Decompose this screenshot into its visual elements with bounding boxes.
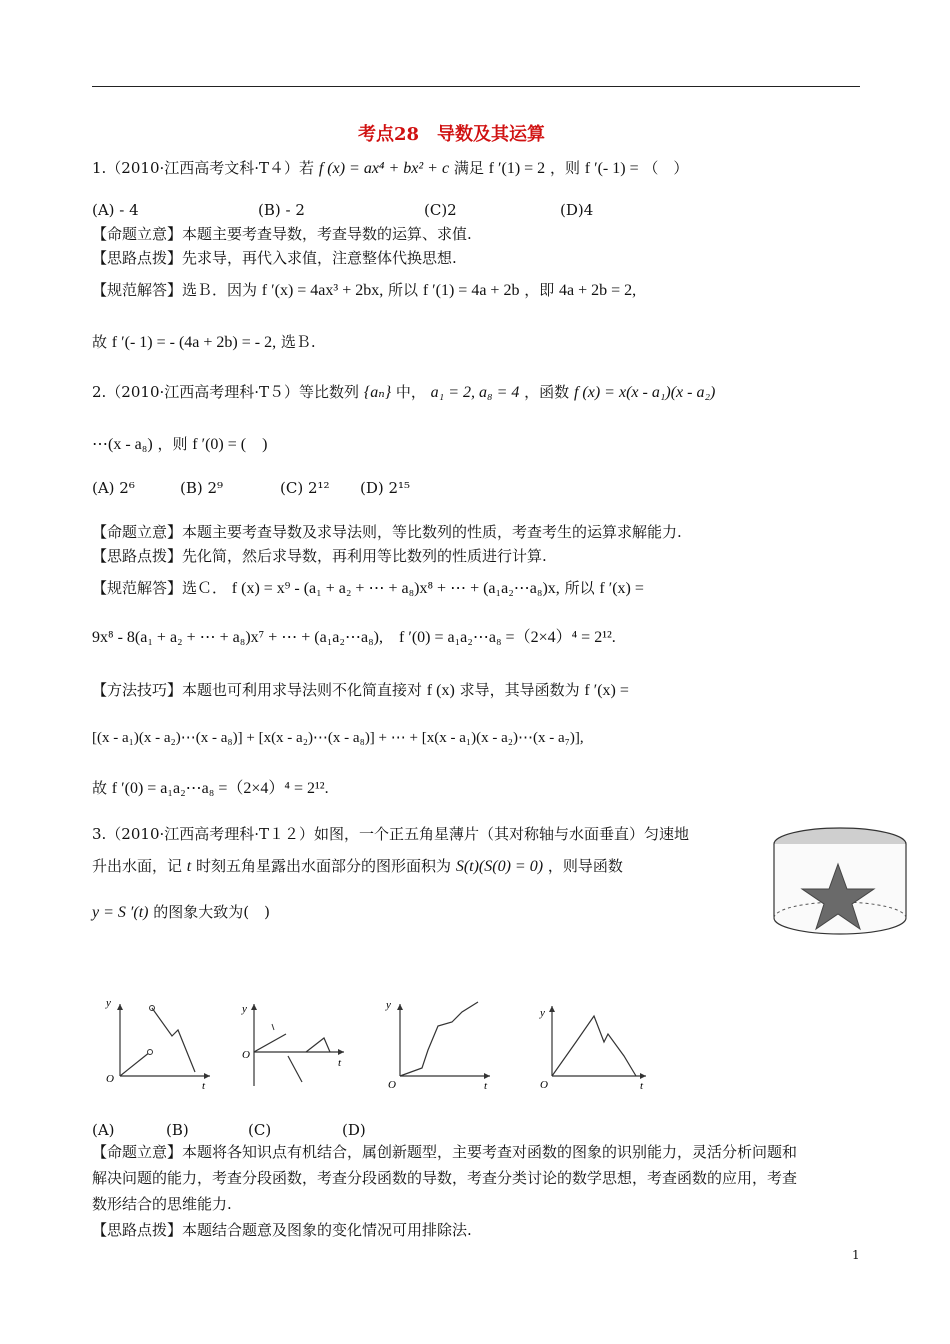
page-title: 考点28 导数及其运算	[358, 124, 546, 145]
q2-method-mid: 求导，其导函数为	[459, 681, 580, 699]
header-rule	[92, 86, 860, 87]
q3-stem3-suffix: 的图象大致为( )	[153, 903, 270, 921]
graph-c-y-label: y	[386, 999, 391, 1011]
q2-hint: 【思路点拨】先化简，然后求导数，再利用等比数列的性质进行计算.	[92, 547, 547, 565]
q3-hint: 【思路点拨】本题结合题意及图象的变化情况可用排除法.	[92, 1221, 472, 1239]
q2-option-a: (A) 2⁶	[92, 479, 135, 497]
q1-solution-eq3: 4a + 2b = 2,	[559, 282, 637, 299]
graph-b-x-arrow	[338, 1049, 344, 1055]
q1-solution-so: 所以	[388, 281, 419, 299]
q2-sequence: {aₙ}	[363, 384, 392, 401]
page-number: 1	[852, 1248, 860, 1262]
q1-solution	[92, 280, 636, 301]
q2-solution-so: 所以	[564, 579, 595, 597]
graph-c	[382, 996, 500, 1090]
q1-option-c: (C)2	[424, 201, 457, 219]
q3-intent-line3: 数形结合的思维能力.	[92, 1195, 232, 1213]
q2-solution-prefix: 【规范解答】选Ｃ．	[92, 579, 228, 597]
graph-a-segment-2	[152, 1008, 195, 1072]
q1-stem	[92, 158, 688, 179]
q3-stem2-mid: 时刻五角星露出水面部分的图形面积为	[196, 857, 452, 875]
q2-stem-prefix: 2.（2010·江西高考理科·T５）等比数列	[92, 383, 360, 401]
q3-stem-line2	[92, 856, 623, 877]
graph-b-tick	[272, 1024, 274, 1030]
q1-option-a: (A) - 4	[92, 201, 139, 219]
graph-c-y-arrow	[397, 1004, 403, 1010]
q3-intent-line2: 解决问题的能力，考查分段函数，考查分段函数的导数，考查分类讨论的数学思想，考查函数的应用，考查	[92, 1169, 798, 1187]
q1-stem-prefix: 1.（2010·江西高考文科·T４）若	[92, 159, 315, 177]
q2-method-line3-eq: f ′(0) = a₁a₂⋯a₈ =（2×4）⁴ = 2¹².	[111, 780, 329, 797]
q2-ask: f ′(0) = ( )	[192, 436, 268, 453]
graph-b-origin: O	[242, 1049, 250, 1061]
graph-c-x-arrow	[484, 1073, 490, 1079]
q2-stem-line2	[92, 434, 267, 455]
q3-label-d: (D)	[342, 1121, 366, 1139]
q1-solution-ie: ，即	[524, 281, 555, 299]
q2-solution	[92, 578, 644, 599]
q2-method-line3	[92, 778, 329, 799]
q3-stem2-prefix: 升出水面，记	[92, 857, 183, 875]
graph-a-y-label: y	[106, 997, 111, 1009]
q2-stem	[92, 382, 715, 403]
q1-option-b: (B) - 2	[258, 201, 305, 219]
q2-function: f (x) = x(x - a₁)(x - a₂)	[573, 384, 716, 401]
q1-stem-then: ，则	[549, 159, 580, 177]
q2-method-fx: f (x)	[426, 682, 455, 699]
q1-stem-mid: 满足	[453, 159, 484, 177]
graph-a	[100, 996, 218, 1090]
q2-function-cont: ⋯(x - a₈)	[92, 436, 153, 453]
graph-b-segment-2	[288, 1056, 302, 1082]
graph-d-x-label: t	[640, 1080, 644, 1090]
q2-condition: a₁ = 2, a₈ = 4	[430, 384, 520, 401]
q2-option-d: (D) 2¹⁵	[360, 479, 411, 497]
q3-label-b: (B)	[166, 1121, 189, 1139]
q2-solution-line2: 9x⁸ - 8(a₁ + a₂ + ⋯ + a₈)x⁷ + ⋯ + (a₁a₂⋯a₈), f ′(0) = a₁a₂⋯a₈ =（2×4）⁴ = 2¹².	[92, 629, 616, 646]
q3-stem2-suffix: ，则导函数	[547, 857, 623, 875]
q1-condition: f ′(1) = 2	[488, 160, 546, 177]
q3-stem-line3	[92, 902, 270, 923]
graph-c-origin: O	[388, 1079, 396, 1090]
graph-d-y-arrow	[549, 1006, 555, 1012]
q3-t: t	[186, 858, 192, 875]
graph-a-y-arrow	[117, 1004, 123, 1010]
q2-solution-eq1: f (x) = x⁹ - (a₁ + a₂ + ⋯ + a₈)x⁸ + ⋯ + (a₁a₂⋯a₈)x,	[231, 580, 560, 597]
graph-d-y-label: y	[540, 1007, 545, 1019]
graph-b-y-label: y	[242, 1003, 247, 1015]
q2-option-c: (C) 2¹²	[280, 479, 330, 497]
q2-ask-prefix: ，则	[157, 435, 188, 453]
q3-label-a: (A)	[92, 1121, 115, 1139]
q2-method-fpx: f ′(x) =	[584, 682, 629, 699]
q1-solution-line2	[92, 332, 316, 353]
graph-a-segment-1	[120, 1052, 150, 1076]
q1-solution2-suffix: 选Ｂ.	[280, 333, 316, 351]
q1-intent: 【命题立意】本题主要考查导数，考查导数的运算、求值.	[92, 225, 472, 243]
q1-paren: （ ）	[643, 159, 689, 177]
q1-solution-prefix: 【规范解答】选Ｂ．因为	[92, 281, 258, 299]
q3-intent-line1: 【命题立意】本题将各知识点有机结合，属创新题型，主要考查对函数的图象的识别能力，灵活分析问题和	[92, 1143, 798, 1161]
q3-label-c: (C)	[248, 1121, 272, 1139]
q3-y-def: y = S ′(t)	[92, 904, 149, 921]
graph-d-x-arrow	[640, 1073, 646, 1079]
q2-method-prefix: 【方法技巧】本题也可利用求导法则不化简直接对	[92, 681, 423, 699]
graph-c-curve	[400, 1002, 478, 1076]
graph-d-curve	[552, 1016, 636, 1076]
graph-b-x-label: t	[338, 1057, 342, 1069]
q2-func-label: ，函数	[524, 383, 570, 401]
graph-a-x-label: t	[202, 1080, 206, 1090]
q1-solution-eq1: f ′(x) = 4ax³ + 2bx,	[261, 282, 384, 299]
q1-solution-eq2: f ′(1) = 4a + 2b	[422, 282, 520, 299]
graph-c-x-label: t	[484, 1080, 488, 1090]
q2-method-line2: [(x - a₁)(x - a₂)⋯(x - a₈)] + [x(x - a₂)⋯(x - a₈)] + ⋯ + [x(x - a₁)(x - a₂)⋯(x - a₇)],	[92, 730, 584, 746]
graph-a-open-point-1	[148, 1050, 153, 1055]
cylinder-star-figure	[770, 822, 910, 940]
q3-stem-line1: 3.（2010·江西高考理科·T１２）如图，一个正五角星薄片（其对称轴与水面垂直）匀速地	[92, 825, 690, 843]
graph-b	[236, 996, 354, 1090]
q1-solution2-prefix: 故	[92, 333, 108, 351]
q2-in: 中，	[395, 383, 426, 401]
q1-solution2-eq: f ′(- 1) = - (4a + 2b) = - 2,	[111, 334, 277, 351]
q3-s-def: S(t)(S(0) = 0)	[455, 858, 544, 875]
q1-option-d: (D)4	[560, 201, 594, 219]
q2-method-line3-prefix: 故	[92, 779, 108, 797]
graph-a-origin: O	[106, 1073, 114, 1085]
graph-d-origin: O	[540, 1079, 548, 1090]
graph-b-segment-3	[306, 1038, 330, 1052]
q1-ask: f ′(- 1) =	[584, 160, 639, 177]
graph-b-segment-1	[254, 1034, 286, 1052]
q1-hint: 【思路点拨】先求导，再代入求值，注意整体代换思想.	[92, 249, 457, 267]
graph-b-y-arrow	[251, 1004, 257, 1010]
graph-d	[534, 996, 652, 1090]
q2-option-b: (B) 2⁹	[180, 479, 224, 497]
q2-intent: 【命题立意】本题主要考查导数及求导法则，等比数列的性质，考查考生的运算求解能力.	[92, 523, 682, 541]
q1-function: f (x) = ax⁴ + bx² + c	[318, 160, 450, 177]
q2-method	[92, 680, 629, 701]
q2-solution-eq1b: f ′(x) =	[599, 580, 644, 597]
graph-a-x-arrow	[204, 1073, 210, 1079]
